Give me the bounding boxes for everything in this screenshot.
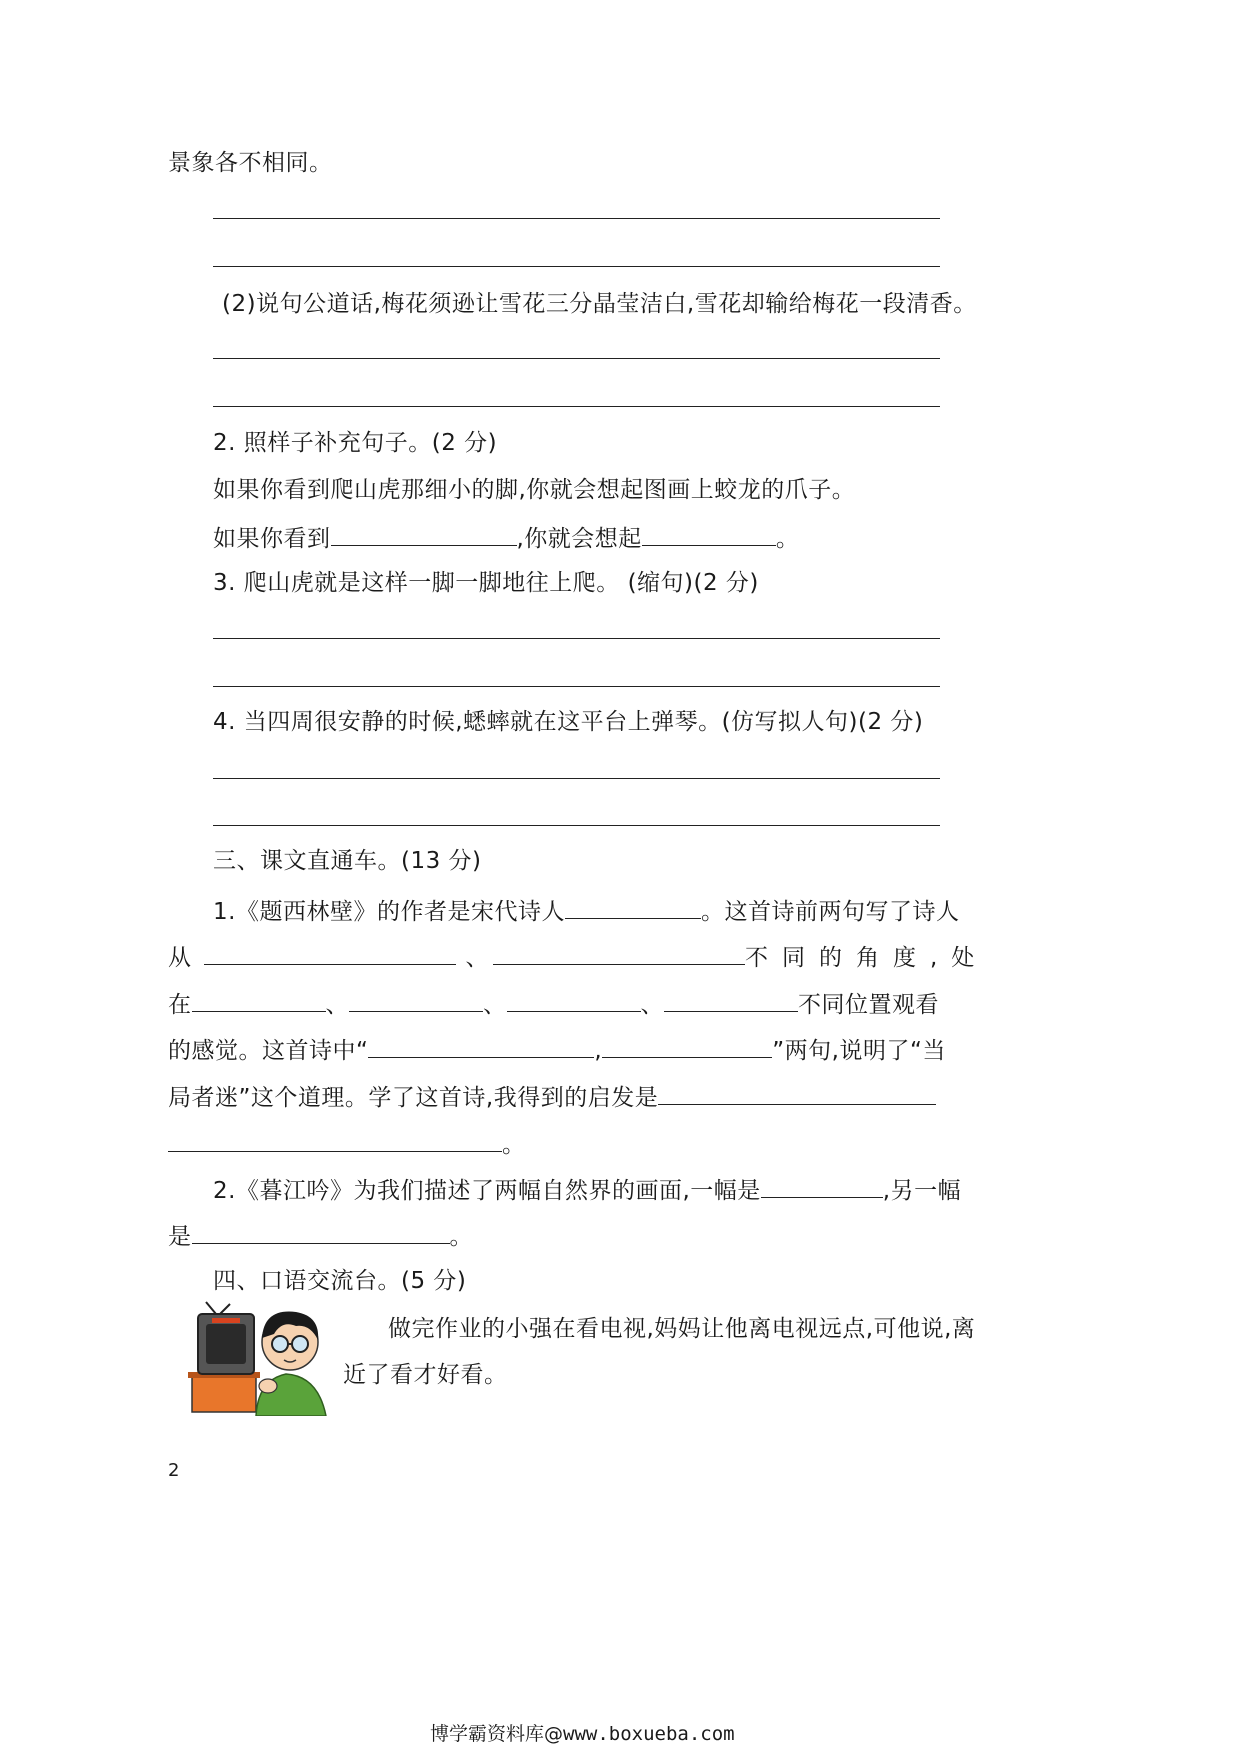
answer-line [213, 825, 940, 826]
text: 、 [640, 992, 664, 1018]
antenna [206, 1302, 216, 1314]
text: 2.《暮江吟》为我们描述了两幅自然界的画面,一幅是 [213, 1178, 761, 1204]
fill-blank[interactable] [761, 1173, 883, 1198]
fill-text: 如果你看到 [213, 526, 331, 552]
tv-screen [206, 1324, 246, 1364]
glasses-lens [292, 1336, 308, 1352]
tv-panel [212, 1318, 240, 1323]
question-2-fill [213, 521, 799, 554]
section-3-q1-line3 [168, 987, 939, 1020]
footer-prefix: 博学霸资料库@ [430, 1723, 564, 1745]
section-3-title: 三、课文直通车。(13 分) [213, 848, 482, 874]
text: 从 [168, 945, 192, 971]
section-3-q1-line6 [168, 1127, 526, 1160]
fill-blank[interactable] [507, 987, 641, 1012]
page-number: 2 [168, 1460, 180, 1481]
section-3-q1-line4 [168, 1033, 946, 1066]
text: 局者迷”这个道理。学了这首诗,我得到的启发是 [168, 1085, 659, 1111]
answer-line [213, 358, 940, 359]
fill-blank[interactable] [493, 940, 745, 965]
fill-blank[interactable] [565, 894, 701, 919]
answer-line [213, 218, 940, 219]
tv-stand [192, 1374, 256, 1412]
section-4-text-line1: 做完作业的小强在看电视,妈妈让他离电视远点,可他说,离 [388, 1316, 976, 1342]
boy-hand [259, 1379, 277, 1393]
text: ”两句,说明了“当 [772, 1038, 946, 1064]
antenna [220, 1304, 230, 1314]
footer-url: www.boxueba.com [563, 1723, 735, 1745]
text: 的感觉。这首诗中“ [168, 1038, 369, 1064]
fill-blank[interactable] [192, 1219, 450, 1244]
text: , [594, 1038, 603, 1064]
question-1-2: (2)说句公道话,梅花须逊让雪花三分晶莹洁白,雪花却输给梅花一段清香。 [222, 291, 977, 317]
boy-watching-tv-illustration [186, 1300, 332, 1416]
glasses-lens [272, 1336, 288, 1352]
text: 、 [465, 945, 489, 971]
fill-blank[interactable] [664, 987, 798, 1012]
text: 、 [325, 992, 349, 1018]
question-2-title: 2. 照样子补充句子。(2 分) [213, 430, 498, 456]
answer-line [213, 686, 940, 687]
section-3-q2-line2 [168, 1219, 473, 1252]
text: 是 [168, 1224, 192, 1250]
fill-text: ,你就会想起 [516, 526, 642, 552]
section-3-q1-line5 [168, 1080, 936, 1113]
fill-blank[interactable] [349, 987, 483, 1012]
text: 、 [483, 992, 507, 1018]
fill-blank[interactable] [168, 1127, 502, 1152]
text: 。 [449, 1224, 473, 1250]
question-2-example: 如果你看到爬山虎那细小的脚,你就会想起图画上蛟龙的爪子。 [213, 477, 856, 503]
fill-blank[interactable] [602, 1033, 772, 1058]
fill-blank[interactable] [368, 1033, 594, 1058]
answer-line [213, 778, 940, 779]
continuation-text: 景象各不相同。 [168, 150, 333, 176]
footer-watermark [430, 1722, 735, 1746]
text: ,另一幅 [882, 1178, 962, 1204]
answer-line [213, 406, 940, 407]
text: 不同位置观看 [798, 992, 939, 1018]
question-4: 4. 当四周很安静的时候,蟋蟀就在这平台上弹琴。(仿写拟人句)(2 分) [213, 709, 924, 735]
section-3-q1-line2 [168, 940, 988, 973]
text: 。这首诗前两句写了诗人 [700, 899, 960, 925]
fill-blank[interactable] [192, 987, 326, 1012]
text: 。 [502, 1132, 526, 1158]
fill-blank[interactable] [331, 521, 517, 546]
fill-blank[interactable] [658, 1080, 936, 1105]
text: 1.《题西林壁》的作者是宋代诗人 [213, 899, 565, 925]
fill-blank[interactable] [204, 940, 456, 965]
fill-text: 。 [775, 526, 800, 552]
question-3: 3. 爬山虎就是这样一脚一脚地往上爬。 (缩句)(2 分) [213, 570, 759, 596]
fill-blank[interactable] [642, 521, 776, 546]
section-3-q2-line1 [213, 1173, 961, 1206]
section-4-text-line2: 近了看才好看。 [343, 1362, 508, 1388]
answer-line [213, 266, 940, 267]
section-4-title: 四、口语交流台。(5 分) [213, 1268, 467, 1294]
text: 在 [168, 992, 192, 1018]
answer-line [213, 638, 940, 639]
section-3-q1-line1 [213, 894, 959, 927]
text: 不同的角度,处 [745, 945, 989, 971]
